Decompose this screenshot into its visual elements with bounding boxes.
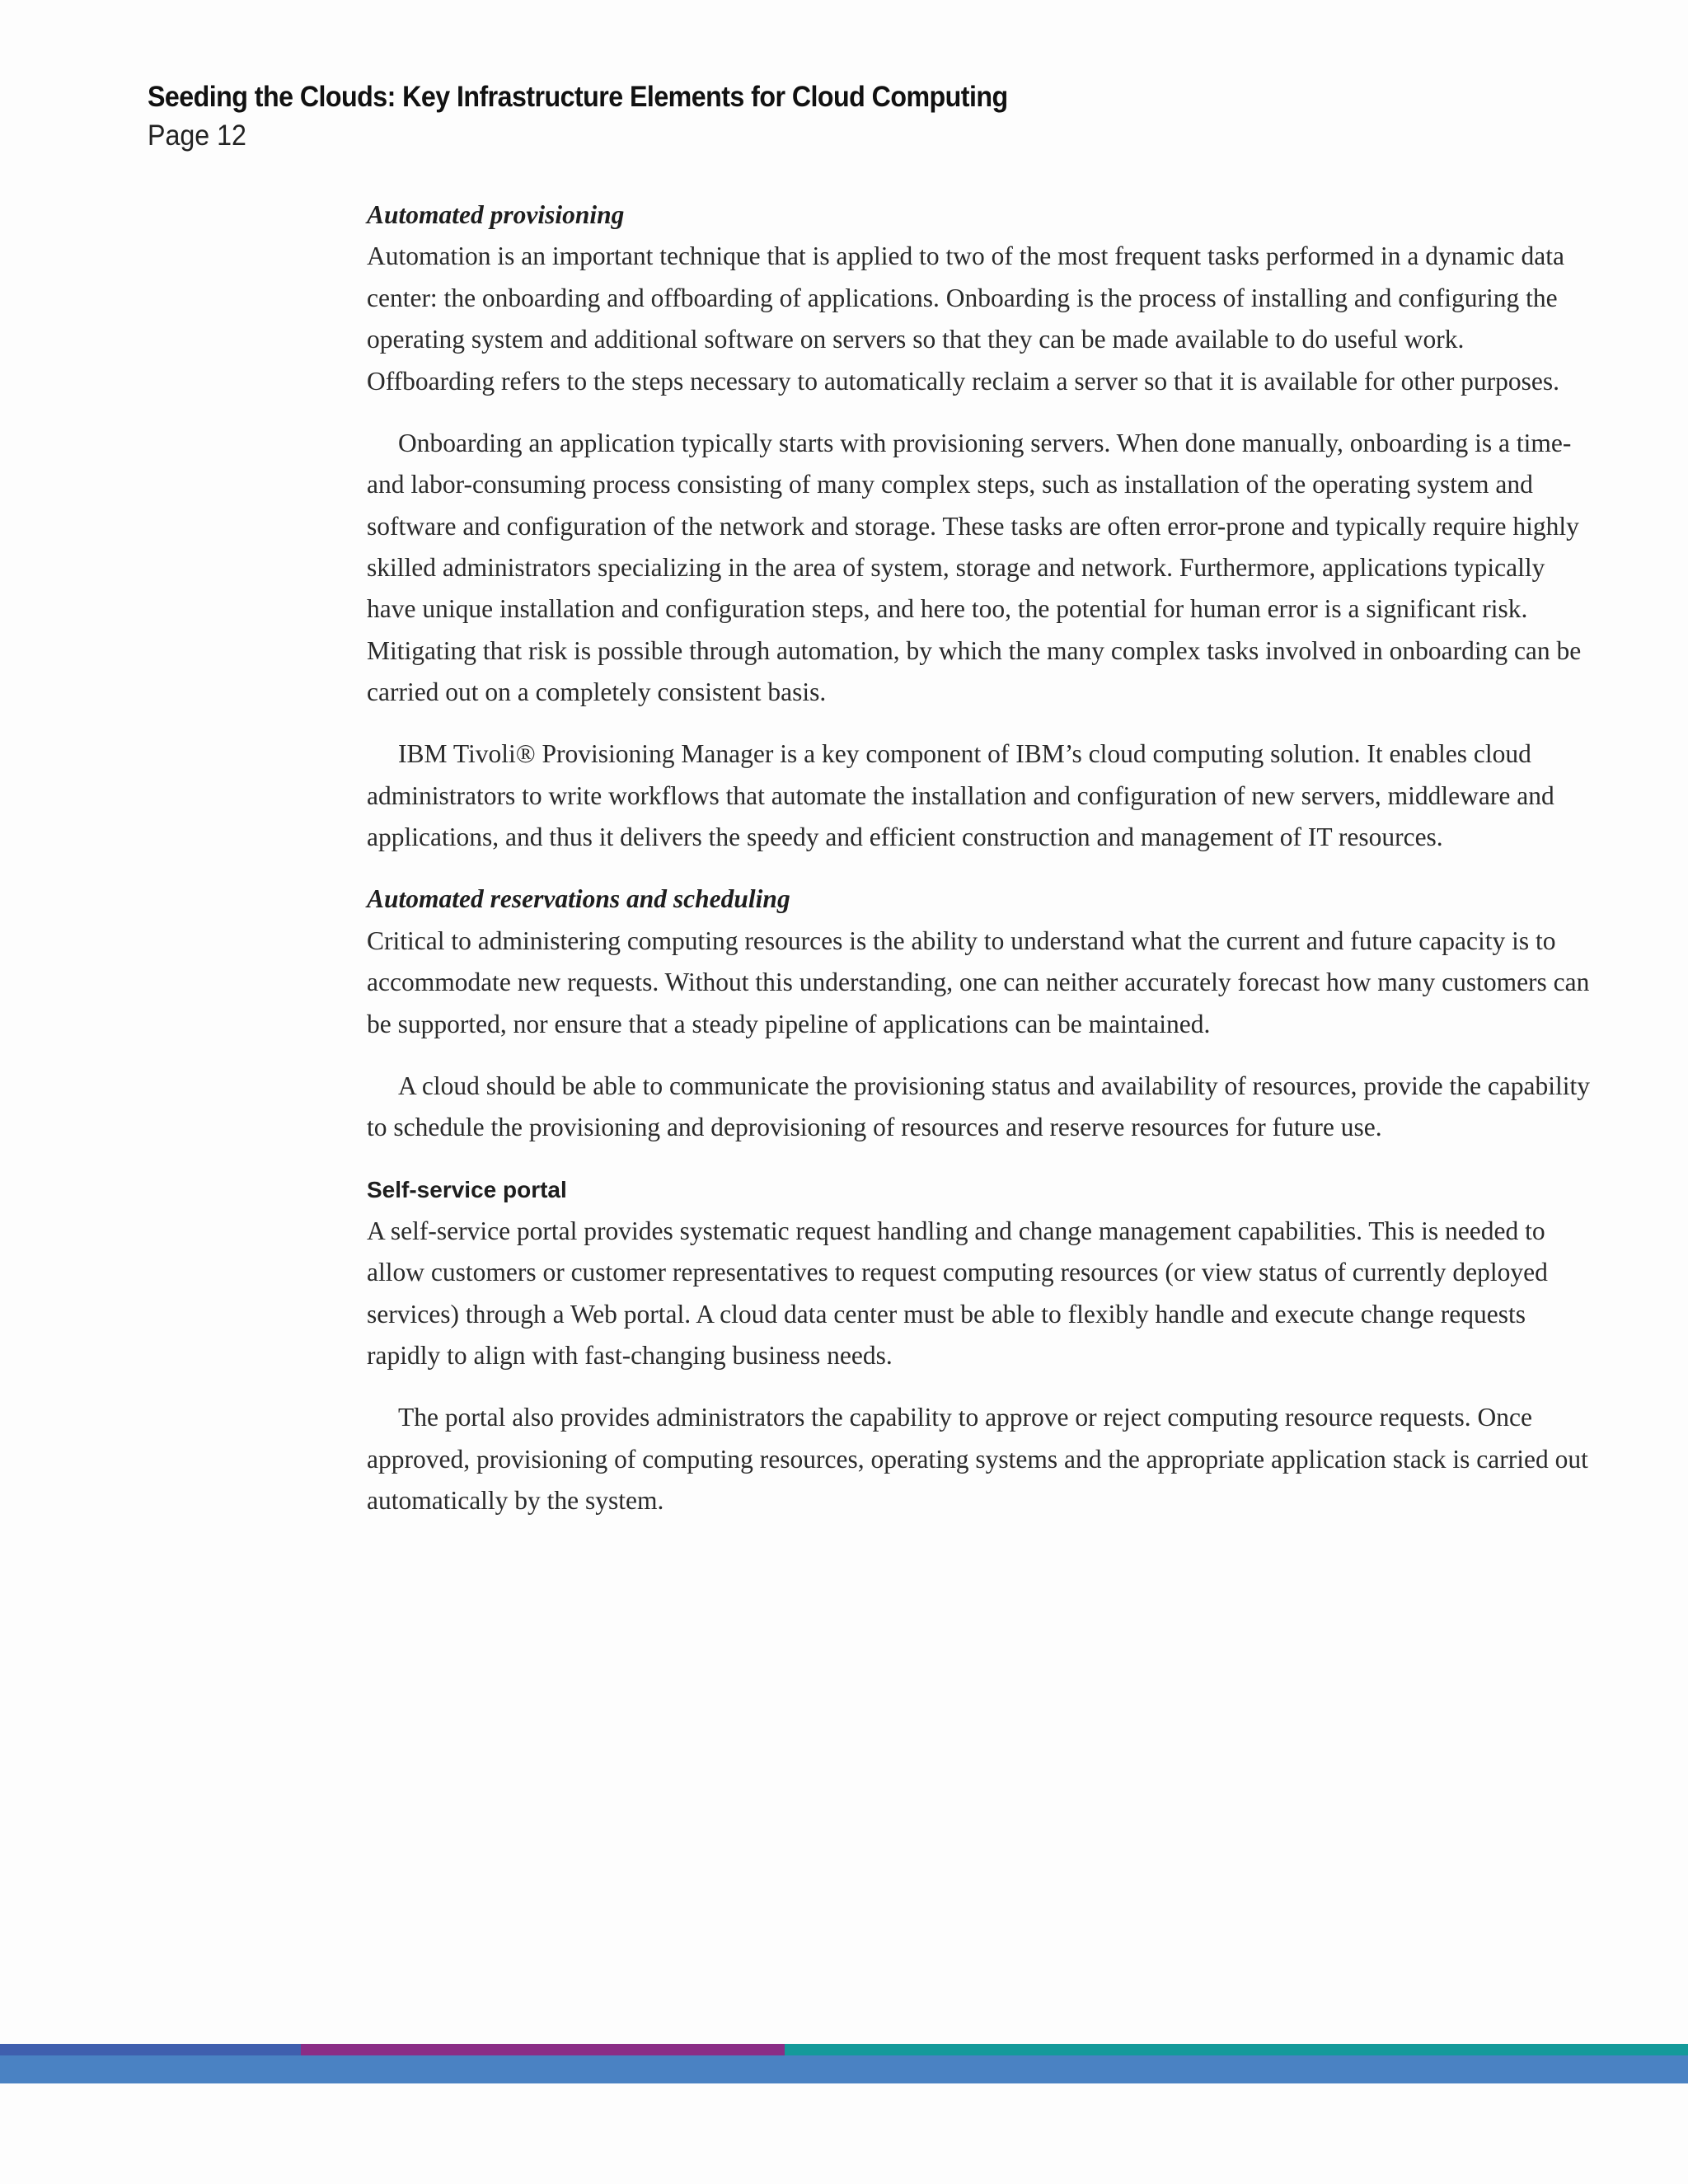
footer-bar-segment (0, 2044, 301, 2055)
footer-base-bar (0, 2055, 1688, 2083)
footer-bar-segment (301, 2044, 785, 2055)
body-paragraph: Onboarding an application typically starts with provisioning servers. When done manually, onboarding is a time- and labor-consuming process consisting of many complex steps, such as installation of the operating system and software and configuration of the network and storage. These tasks are often error-prone and typically require highly skilled administrators specializing in the area of system, storage and network. Furthermore, applications typically have unique installation and configuration steps, and here too, the potential for human error is a significant risk. Mitigating that risk is possible through automation, by which the many complex tasks involved in onboarding can be carried out on a completely consistent basis. (367, 428, 1582, 707)
section-heading: Self-service portal (367, 1176, 567, 1202)
body-paragraph: A self-service portal provides systematic request handling and change management capabilities. This is needed to allow customers or customer representatives to request computing resources (or view status of currently deployed services) through a Web portal. A cloud data center must be able to flexibly handle and execute change requests rapidly to align with fast-changing business needs. (367, 1216, 1548, 1371)
body-paragraph: The portal also provides administrators the capability to approve or reject computing resource requests. Once approved, provisioning of computing resources, operating systems and the appropriate application stack is carried out automatically by the system. (367, 1403, 1588, 1516)
section-self-service-portal (367, 1169, 1595, 1522)
body-paragraph: A cloud should be able to communicate the provisioning status and availability of resources, provide the capability to schedule the provisioning and deprovisioning of resources and reserve resources for future use. (367, 1071, 1591, 1142)
section-heading: Automated provisioning (367, 200, 625, 229)
body-paragraph: Critical to administering computing resources is the ability to understand what the current and future capacity is to accommodate new requests. Without this understanding, one can neither accurately forecast how many customers can be supported, nor ensure that a steady pipeline of applications can be maintained. (367, 926, 1590, 1038)
section-automated-reservations (367, 879, 1595, 1148)
main-content (367, 194, 1595, 1522)
footer-color-bar (0, 2044, 1688, 2055)
page-header (148, 76, 1082, 153)
body-paragraph: IBM Tivoli® Provisioning Manager is a key component of IBM’s cloud computing solution. It enables cloud administrators to write workflows that automate the installation and configuration of new servers, middleware and applications, and thus it delivers the speedy and efficient construction and management of IT resources. (367, 739, 1554, 852)
footer-bar-segment (785, 2044, 1688, 2055)
section-heading: Automated reservations and scheduling (367, 884, 790, 914)
page-number: Page 12 (148, 120, 246, 152)
document-title: Seeding the Clouds: Key Infrastructure Elements for Cloud Computing (148, 81, 1008, 113)
body-paragraph: Automation is an important technique that is applied to two of the most frequent tasks performed in a dynamic data center: the onboarding and offboarding of applications. Onboarding is the process of installing and configuring the operating system and additional software on servers so that they can be made available to do useful work. Offboarding refers to the steps necessary to automatically reclaim a server so that it is available for other purposes. (367, 241, 1565, 396)
section-automated-provisioning (367, 194, 1595, 859)
